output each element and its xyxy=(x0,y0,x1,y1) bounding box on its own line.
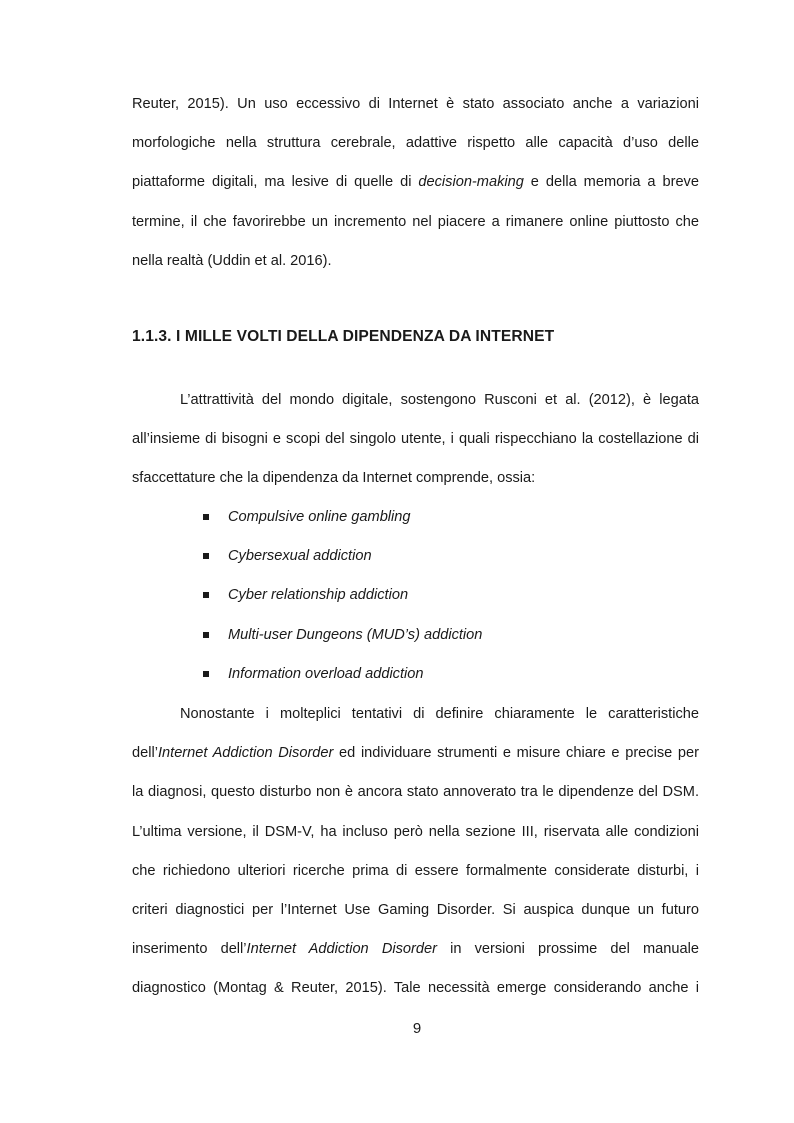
list-item-text: Cyber relationship addiction xyxy=(228,587,409,604)
text-line: Nonostante i molteplici tentativi di definire chiaramente le caratteristiche xyxy=(180,706,699,722)
square-bullet-icon xyxy=(203,632,209,638)
list-item-text: Information overload addiction xyxy=(228,665,424,682)
text-line xyxy=(132,930,699,969)
list-item xyxy=(203,655,703,694)
square-bullet-icon xyxy=(203,514,209,520)
text-line: criteri diagnostici per l’Internet Use Gaming Disorder. Si auspica dunque un futuro xyxy=(132,901,699,918)
list-item xyxy=(203,537,703,576)
italic-term: decision-making xyxy=(418,174,524,191)
text-line: la diagnosi, questo disturbo non è ancora stato annoverato tra le dipendenze del DSM. xyxy=(132,784,699,801)
text-run: dell’ xyxy=(132,745,158,762)
list-item xyxy=(203,576,703,615)
text-line: L’ultima versione, il DSM-V, ha incluso però nella sezione III, riservata alle condizioni xyxy=(132,823,699,840)
italic-term: Internet Addiction Disorder xyxy=(157,745,334,762)
text-line: diagnostico (Montag & Reuter, 2015). Tale necessità emerge considerando anche i xyxy=(132,980,699,997)
text-line: Reuter, 2015). Un uso eccessivo di Internet è stato associato anche a variazioni xyxy=(132,96,699,112)
list-item-text: Multi-user Dungeons (MUD’s) addiction xyxy=(228,626,483,643)
text-line: nella realtà (Uddin et al. 2016). xyxy=(132,252,332,269)
list-item-text: Compulsive online gambling xyxy=(228,509,411,525)
square-bullet-icon xyxy=(203,592,209,598)
text-line xyxy=(132,163,699,202)
page-number: 9 xyxy=(412,1020,422,1037)
text-line: che richiedono ulteriori ricerche prima di essere formalmente considerate disturbi, i xyxy=(132,862,699,879)
text-run: inserimento dell’ xyxy=(132,941,247,958)
text-line: sfaccettature che la dipendenza da Internet comprende, ossia: xyxy=(132,470,536,487)
list-item xyxy=(203,498,703,537)
section-heading: 1.1.3. I MILLE VOLTI DELLA DIPENDENZA DA INTERNET xyxy=(132,328,555,345)
paragraph-1 xyxy=(132,85,699,281)
text-line: L’attrattività del mondo digitale, sostengono Rusconi et al. (2012), è legata xyxy=(180,392,699,408)
text-line: morfologiche nella struttura cerebrale, adattive rispetto alle capacità d’uso delle xyxy=(132,135,699,152)
text-line: all’insieme di bisogni e scopi del singolo utente, i quali rispecchiano la costellazione di xyxy=(132,431,699,448)
bullet-list xyxy=(203,498,703,694)
text-run: in versioni prossime del manuale xyxy=(436,941,699,958)
text-run: piattaforme digitali, ma lesive di quelle di xyxy=(132,174,419,191)
list-item-text: Cybersexual addiction xyxy=(228,548,372,565)
square-bullet-icon xyxy=(203,671,209,677)
text-line xyxy=(132,734,699,773)
list-item xyxy=(203,616,703,655)
paragraph-2 xyxy=(132,381,699,499)
text-run: ed individuare strumenti e misure chiare e precise per xyxy=(333,745,699,762)
text-line: termine, il che favorirebbe un incremento nel piacere a rimanere online piuttosto che xyxy=(132,213,699,230)
square-bullet-icon xyxy=(203,553,209,559)
text-run: e della memoria a breve xyxy=(523,174,699,191)
paragraph-3 xyxy=(132,695,699,1009)
italic-term: Internet Addiction Disorder xyxy=(246,941,437,958)
